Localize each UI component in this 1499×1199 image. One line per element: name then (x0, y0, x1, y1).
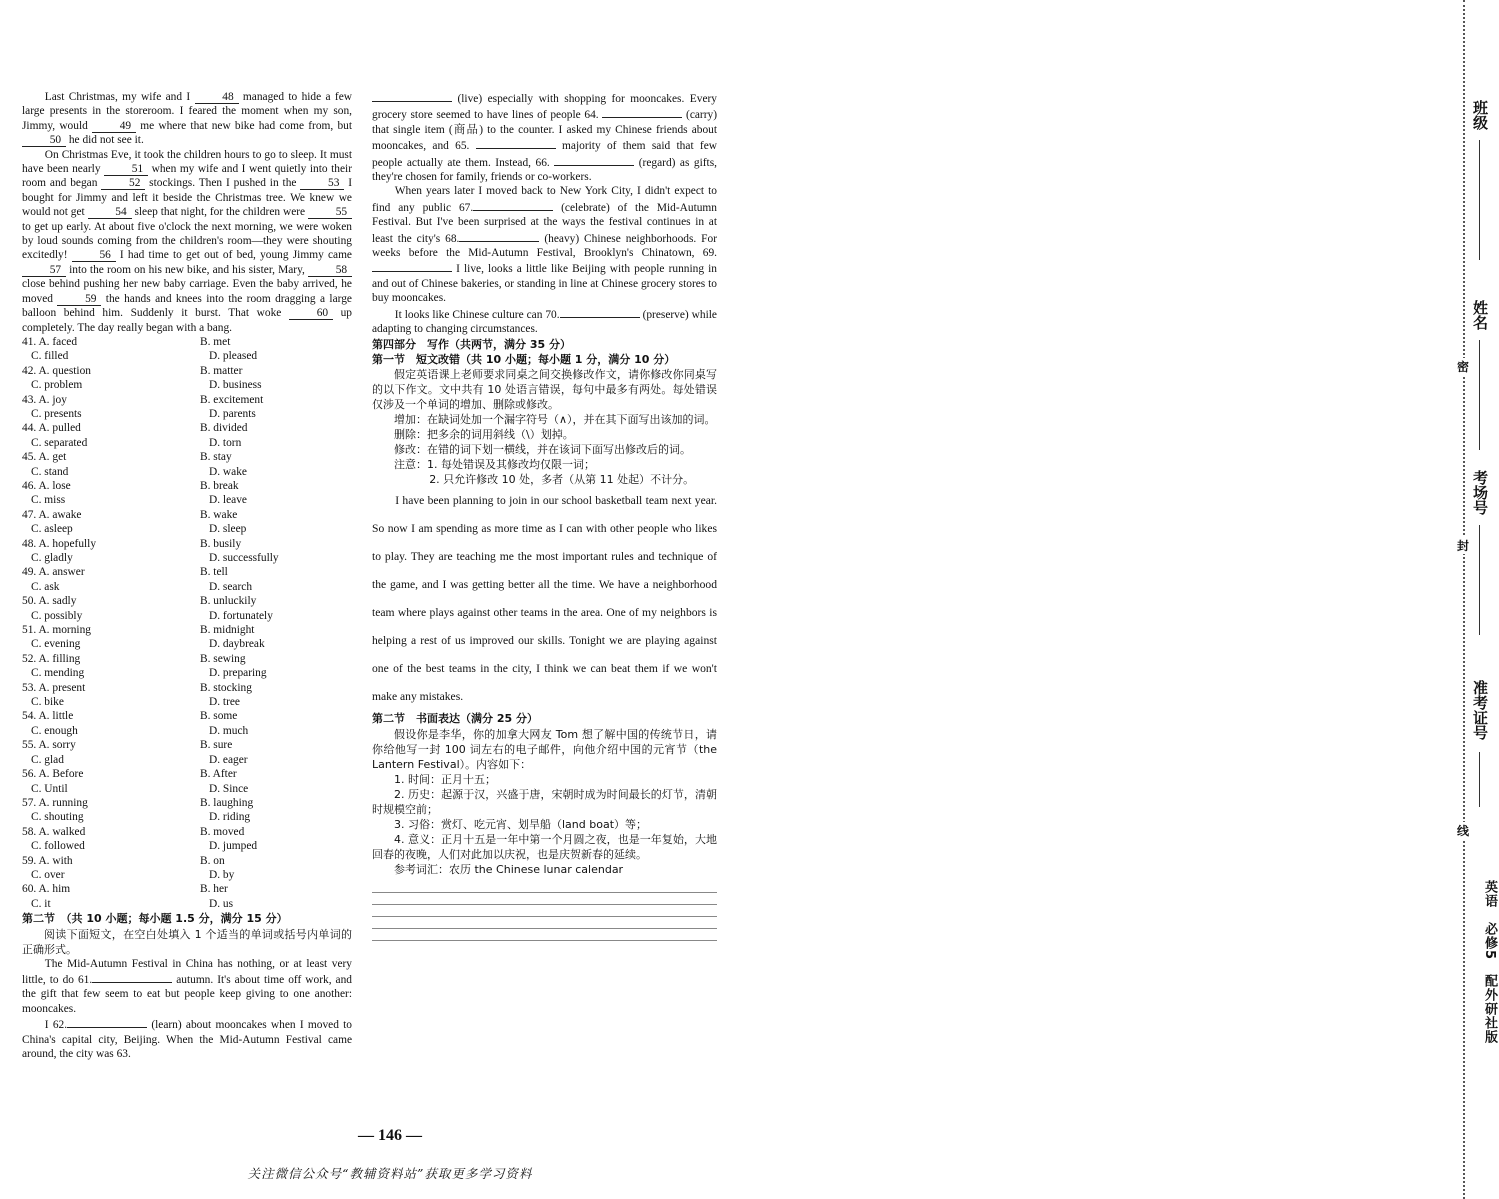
cloze-text: he did not see it. (66, 134, 144, 147)
option-choice[interactable]: C. gladly (31, 552, 73, 564)
option-choice[interactable]: B. sure (200, 739, 233, 752)
option-choice[interactable]: D. Since (209, 782, 249, 795)
question-45 (22, 450, 352, 479)
option-choice[interactable]: 51. A. morning (22, 624, 91, 637)
option-choice[interactable]: B. matter (200, 364, 243, 377)
seal-mark-xian: 线 (1457, 824, 1470, 838)
option-choice[interactable]: D. jumped (209, 840, 258, 853)
question-49 (22, 565, 352, 594)
question-51 (22, 623, 352, 652)
cloze-blank-50[interactable]: 50 (22, 134, 66, 147)
note-2: 2. 只允许修改 10 处，多者（从第 11 处起）不计分。 (429, 473, 695, 487)
question-57 (22, 796, 352, 825)
answer-blank-66[interactable] (554, 154, 634, 166)
option-choice[interactable]: B. wake (200, 508, 238, 521)
room-label: 考场号 (1471, 470, 1489, 515)
option-choice[interactable]: D. sleep (209, 523, 247, 536)
page-number: — 146 — (358, 1127, 422, 1144)
option-choice[interactable]: D. wake (209, 465, 247, 478)
cloze-blank-56[interactable]: 56 (72, 249, 116, 262)
right-column (372, 90, 717, 941)
writing-line[interactable] (372, 917, 717, 929)
grammar-text-2: I 62. (learn) about mooncakes when I moved to China's capital city, Beijing. When the Mid-Autumn Festival came around, the city was 63. (22, 1016, 352, 1061)
option-choice[interactable]: 45. A. get (22, 451, 67, 464)
option-choice[interactable]: B. laughing (200, 796, 254, 809)
grammar-heading: 第二节 （共 10 小题；每小题 1.5 分，满分 15 分） (22, 912, 288, 926)
option-choice[interactable]: B. unluckily (200, 595, 257, 608)
option-choice[interactable]: 50. A. sadly (22, 595, 77, 608)
option-choice[interactable]: B. break (200, 479, 239, 492)
option-choice[interactable]: B. met (200, 335, 231, 348)
cloze-blank-51[interactable]: 51 (104, 163, 148, 176)
question-42 (22, 364, 352, 393)
option-choice[interactable]: 48. A. hopefully (22, 537, 97, 550)
option-choice[interactable]: 49. A. answer (22, 566, 85, 579)
cloze-text: close behind pushing her new baby carriage. Even the baby arrived, he moved (22, 278, 352, 305)
answer-blank-61[interactable] (92, 971, 172, 983)
cloze-text: the hands and knees into the room dragging a large balloon behind him. Suddenly it burst. That woke (22, 292, 352, 320)
option-choice[interactable]: C. mending (31, 667, 85, 680)
question-41 (22, 335, 352, 364)
cloze-blank-48[interactable]: 48 (195, 91, 239, 104)
cloze-text: me where that new bike had come from, but (136, 119, 353, 132)
option-choice[interactable]: 47. A. awake (22, 508, 82, 521)
cloze-blank-53[interactable]: 53 (300, 177, 344, 190)
class-label: 班级 (1471, 100, 1489, 130)
option-choice[interactable]: D. business (209, 379, 262, 392)
question-60 (22, 882, 352, 911)
option-choice[interactable]: C. presents (31, 407, 82, 420)
cloze-blank-52[interactable]: 52 (101, 177, 145, 190)
option-choice[interactable]: C. miss (31, 494, 66, 507)
option-choice[interactable]: D. eager (209, 753, 248, 766)
cloze-text: I had time to get out of bed, young Jimmy came (115, 249, 352, 262)
answer-blank-68[interactable] (459, 230, 539, 242)
option-choice[interactable]: C. stand (31, 465, 69, 478)
cloze-text: managed to hide a few large presents in the storeroom. I feared the moment when my son, Jimmy, would (22, 91, 353, 132)
section1-heading: 第一节 短文改错（共 10 小题；每小题 1 分，满分 10 分） (372, 352, 676, 366)
option-choice[interactable]: C. followed (31, 840, 85, 853)
cloze-text: stockings. Then I pushed in the (145, 177, 301, 190)
binding-dotted-line (1463, 0, 1465, 1199)
answer-blank-64[interactable] (602, 106, 682, 118)
option-choice[interactable]: D. fortunately (209, 609, 273, 622)
option-choice[interactable]: D. much (209, 724, 249, 737)
option-choice[interactable]: D. search (209, 580, 253, 593)
answer-blank-65[interactable] (476, 137, 556, 149)
option-choice[interactable]: C. over (31, 868, 65, 881)
cloze-text: I bought for Jimmy and left it beside the Christmas tree. We knew we would not get (22, 177, 352, 219)
cloze-blank-57[interactable]: 57 (22, 264, 66, 277)
question-58 (22, 825, 352, 854)
cloze-paragraph-2 (22, 148, 352, 335)
grammar-text-5: It looks like Chinese culture can 70. (preserve) while adapting to changing circumstances. (372, 306, 717, 337)
option-choice[interactable]: B. sewing (200, 652, 246, 665)
answer-blank-67[interactable] (473, 199, 553, 211)
book-info: 英语 必修5 配外研社版 (1482, 880, 1497, 1045)
question-46 (22, 479, 352, 508)
rule-add: 增加：在缺词处加一个漏字符号（∧），并在其下面写出该加的词。 (394, 413, 716, 427)
answer-blank-62[interactable] (67, 1016, 147, 1028)
option-choice[interactable]: D. torn (209, 436, 242, 449)
content-item-2: 2. 历史：起源于汉，兴盛于唐，宋朝时成为时间最长的灯节，清朝时规模空前； (372, 787, 717, 816)
writing-line[interactable] (372, 905, 717, 917)
section1-intro: 假定英语课上老师要求同桌之间交换修改作文，请你修改你同桌写的以下作文。文中共有 10 处语言错误，每句中最多有两处。每处错误仅涉及一个单词的增加、删除或修改。 (372, 368, 717, 412)
option-choice[interactable]: 55. A. sorry (22, 739, 76, 752)
grammar-text-3: (live) especially with shopping for mooncakes. Every grocery store seemed to have lines of people 64. (carry) that single item (商品) to the counter. I asked my Chinese friends about mooncakes, and 65. majority of them said that few people actually ate them. Instead, 66. (regard) as gifts, they're chosen for family, friends or co-workers. (372, 90, 717, 184)
question-43 (22, 393, 352, 422)
question-59 (22, 854, 352, 883)
binding-sidebar (728, 0, 1497, 1199)
option-choice[interactable]: 46. A. lose (22, 479, 71, 492)
option-choice[interactable]: B. moved (200, 825, 245, 838)
cloze-text: when my wife and I went quietly into their room and began (22, 163, 352, 190)
option-choice[interactable]: C. separated (31, 436, 88, 449)
ticket-label: 准考证号 (1471, 680, 1489, 740)
section2-intro: 假设你是李华，你的加拿大网友 Tom 想了解中国的传统节日，请你给他写一封 100 词左右的电子邮件，向他介绍中国的元宵节（the Lantern Festival）。内容如下： (372, 727, 717, 771)
question-53 (22, 681, 352, 710)
option-choice[interactable]: B. excitement (200, 393, 264, 406)
question-48 (22, 537, 352, 566)
question-52 (22, 652, 352, 681)
option-choice[interactable]: 52. A. filling (22, 652, 81, 665)
option-choice[interactable]: D. successfully (209, 552, 279, 564)
option-choice[interactable]: 44. A. pulled (22, 422, 81, 435)
ticket-field[interactable] (1479, 752, 1480, 807)
option-choice[interactable]: B. busily (200, 537, 242, 550)
answer-blank-70[interactable] (560, 306, 640, 318)
option-choice[interactable]: D. leave (209, 494, 247, 507)
question-55 (22, 738, 352, 767)
option-choice[interactable]: C. asleep (31, 523, 73, 536)
correction-essay[interactable]: I have been planning to join in our school basketball team next year. So now I am spending as more time as I can with other people who likes to play. They are teaching me the most important rules and technique of the game, and I was getting better all the time. We have a neighborhood team where plays against other teams in the area. One of my neighbors is helping a rest of us improved our skills. Tonight we are playing against one of the best teams in the city, I think we can beat them if we won't make any mistakes. (372, 494, 717, 704)
option-choice[interactable]: D. us (209, 897, 234, 910)
question-54 (22, 709, 352, 738)
class-field[interactable] (1479, 140, 1480, 260)
option-choice[interactable]: B. her (200, 883, 228, 896)
option-choice[interactable]: 53. A. present (22, 681, 86, 694)
option-choice[interactable]: 41. A. faced (22, 335, 78, 348)
room-field[interactable] (1479, 525, 1480, 635)
cloze-text: On Christmas Eve, it took the children hours to go to sleep. It must have been nearly (22, 148, 352, 176)
left-column (22, 90, 352, 1061)
option-choice[interactable]: B. divided (200, 422, 248, 435)
cloze-blank-58[interactable]: 58 (308, 264, 352, 277)
option-choice[interactable]: B. some (200, 710, 238, 723)
option-choice[interactable]: 60. A. him (22, 883, 71, 896)
option-choice[interactable]: D. parents (209, 407, 256, 420)
answer-blank-63[interactable] (372, 90, 452, 102)
option-choice[interactable]: B. on (200, 854, 225, 867)
question-56 (22, 767, 352, 796)
section2-heading: 第二节 书面表达（满分 25 分） (372, 712, 538, 726)
option-choice[interactable]: 59. A. with (22, 854, 73, 867)
option-choice[interactable]: 54. A. little (22, 710, 74, 723)
option-choice[interactable]: C. shouting (31, 811, 84, 824)
question-44 (22, 421, 352, 450)
option-choice[interactable]: D. tree (209, 696, 240, 709)
name-field[interactable] (1479, 340, 1480, 450)
option-choice[interactable]: C. filled (31, 350, 69, 363)
option-choice[interactable]: C. evening (31, 638, 81, 651)
name-label: 姓名 (1471, 300, 1489, 330)
footer-note: 关注微信公众号“教辅资料站”获取更多学习资料 (247, 1166, 533, 1181)
grammar-text-4: When years later I moved back to New York City, I didn't expect to find any public 67. (celebrate) of the Mid-Autumn Festival. But I've been surprised at the ways the festival continues in at least the city's 68. (heavy) Chinese neighborhoods. For weeks before the Mid-Autumn Festival, Brooklyn's Chinatown, 69. I live, looks a little like Beijing with people running in and out of Chinese bakeries, or standing in line at Chinese grocery stores to buy mooncakes. (372, 185, 718, 305)
answer-blank-69[interactable] (372, 260, 452, 272)
content-item-4: 4. 意义：正月十五是一年中第一个月圆之夜，也是一年复始，大地回春的夜晚，人们对此加以庆祝，也是庆贺新春的延续。 (372, 832, 717, 861)
cloze-blank-54[interactable]: 54 (88, 206, 132, 219)
cloze-blank-60[interactable]: 60 (289, 307, 333, 320)
grammar-instruction: 阅读下面短文，在空白处填入 1 个适当的单词或括号内单词的正确形式。 (22, 927, 352, 956)
option-choice[interactable]: 57. A. running (22, 796, 88, 809)
option-choice[interactable]: 56. A. Before (22, 768, 84, 781)
option-choice[interactable]: C. glad (31, 753, 64, 766)
cloze-text: to get up early. At about five o'clock the next morning, we were woken by loud sounds coming from the children's room—they were shouting excitedly! (22, 220, 352, 262)
option-choice[interactable]: B. After (200, 768, 237, 781)
option-choice[interactable]: D. riding (209, 811, 251, 824)
content-item-3: 3. 习俗：赏灯、吃元宵、划旱船（land boat）等； (394, 817, 648, 831)
writing-area[interactable] (372, 881, 717, 941)
cloze-text: sleep that night, for the children were (131, 206, 308, 219)
writing-line[interactable] (372, 893, 717, 905)
content-item-1: 1. 时间：正月十五； (394, 772, 496, 786)
seal-mark-feng: 封 (1457, 539, 1470, 553)
rule-delete: 删除：把多余的词用斜线（\）划掉。 (394, 428, 574, 442)
option-choice[interactable]: C. problem (31, 379, 83, 392)
option-choice[interactable]: B. midnight (200, 624, 255, 637)
option-choice[interactable]: B. stay (200, 451, 232, 464)
note-1: 注意：1. 每处错误及其修改均仅限一词； (394, 458, 595, 472)
question-47 (22, 508, 352, 537)
part4-heading: 第四部分 写作（共两节，满分 35 分） (372, 337, 571, 351)
option-choice[interactable]: C. enough (31, 724, 78, 737)
cloze-text: up completely. The day really began with a bang. (22, 307, 352, 334)
option-choice[interactable]: 42. A. question (22, 364, 91, 377)
writing-line[interactable] (372, 881, 717, 893)
option-choice[interactable]: D. by (209, 868, 235, 881)
writing-line[interactable] (372, 929, 717, 941)
option-choice[interactable]: B. tell (200, 566, 228, 579)
cloze-blank-49[interactable]: 49 (92, 120, 136, 133)
reference-vocab: 参考词汇：农历 the Chinese lunar calendar (394, 862, 624, 876)
option-choice[interactable]: 43. A. joy (22, 393, 67, 406)
rule-modify: 修改：在错的词下划一横线，并在该词下面写出修改后的词。 (394, 443, 691, 457)
option-choice[interactable]: D. daybreak (209, 638, 265, 651)
option-choice[interactable]: B. stocking (200, 681, 252, 694)
option-choice[interactable]: D. preparing (209, 667, 267, 680)
grammar-text-1: The Mid-Autumn Festival in China has nothing, or at least very little, to do 61. autumn. It's about time off work, and the gift that few seem to eat but people keep giving to one another: mooncakes. (22, 957, 352, 1015)
option-choice[interactable]: C. possibly (31, 609, 83, 622)
cloze-paragraph-1 (22, 90, 352, 148)
cloze-text: into the room on his new bike, and his sister, Mary, (66, 263, 308, 276)
option-choice[interactable]: 58. A. walked (22, 825, 86, 838)
seal-mark-mi: 密 (1457, 360, 1470, 374)
cloze-blank-55[interactable]: 55 (308, 206, 352, 219)
cloze-blank-59[interactable]: 59 (57, 293, 101, 306)
option-choice[interactable]: C. it (31, 897, 51, 910)
cloze-text: Last Christmas, my wife and I (44, 91, 195, 103)
option-choice[interactable]: D. pleased (209, 350, 258, 363)
option-choice[interactable]: C. bike (31, 696, 64, 709)
option-choice[interactable]: C. ask (31, 580, 60, 593)
cloze-options (22, 335, 352, 911)
question-50 (22, 594, 352, 623)
option-choice[interactable]: C. Until (31, 782, 68, 795)
